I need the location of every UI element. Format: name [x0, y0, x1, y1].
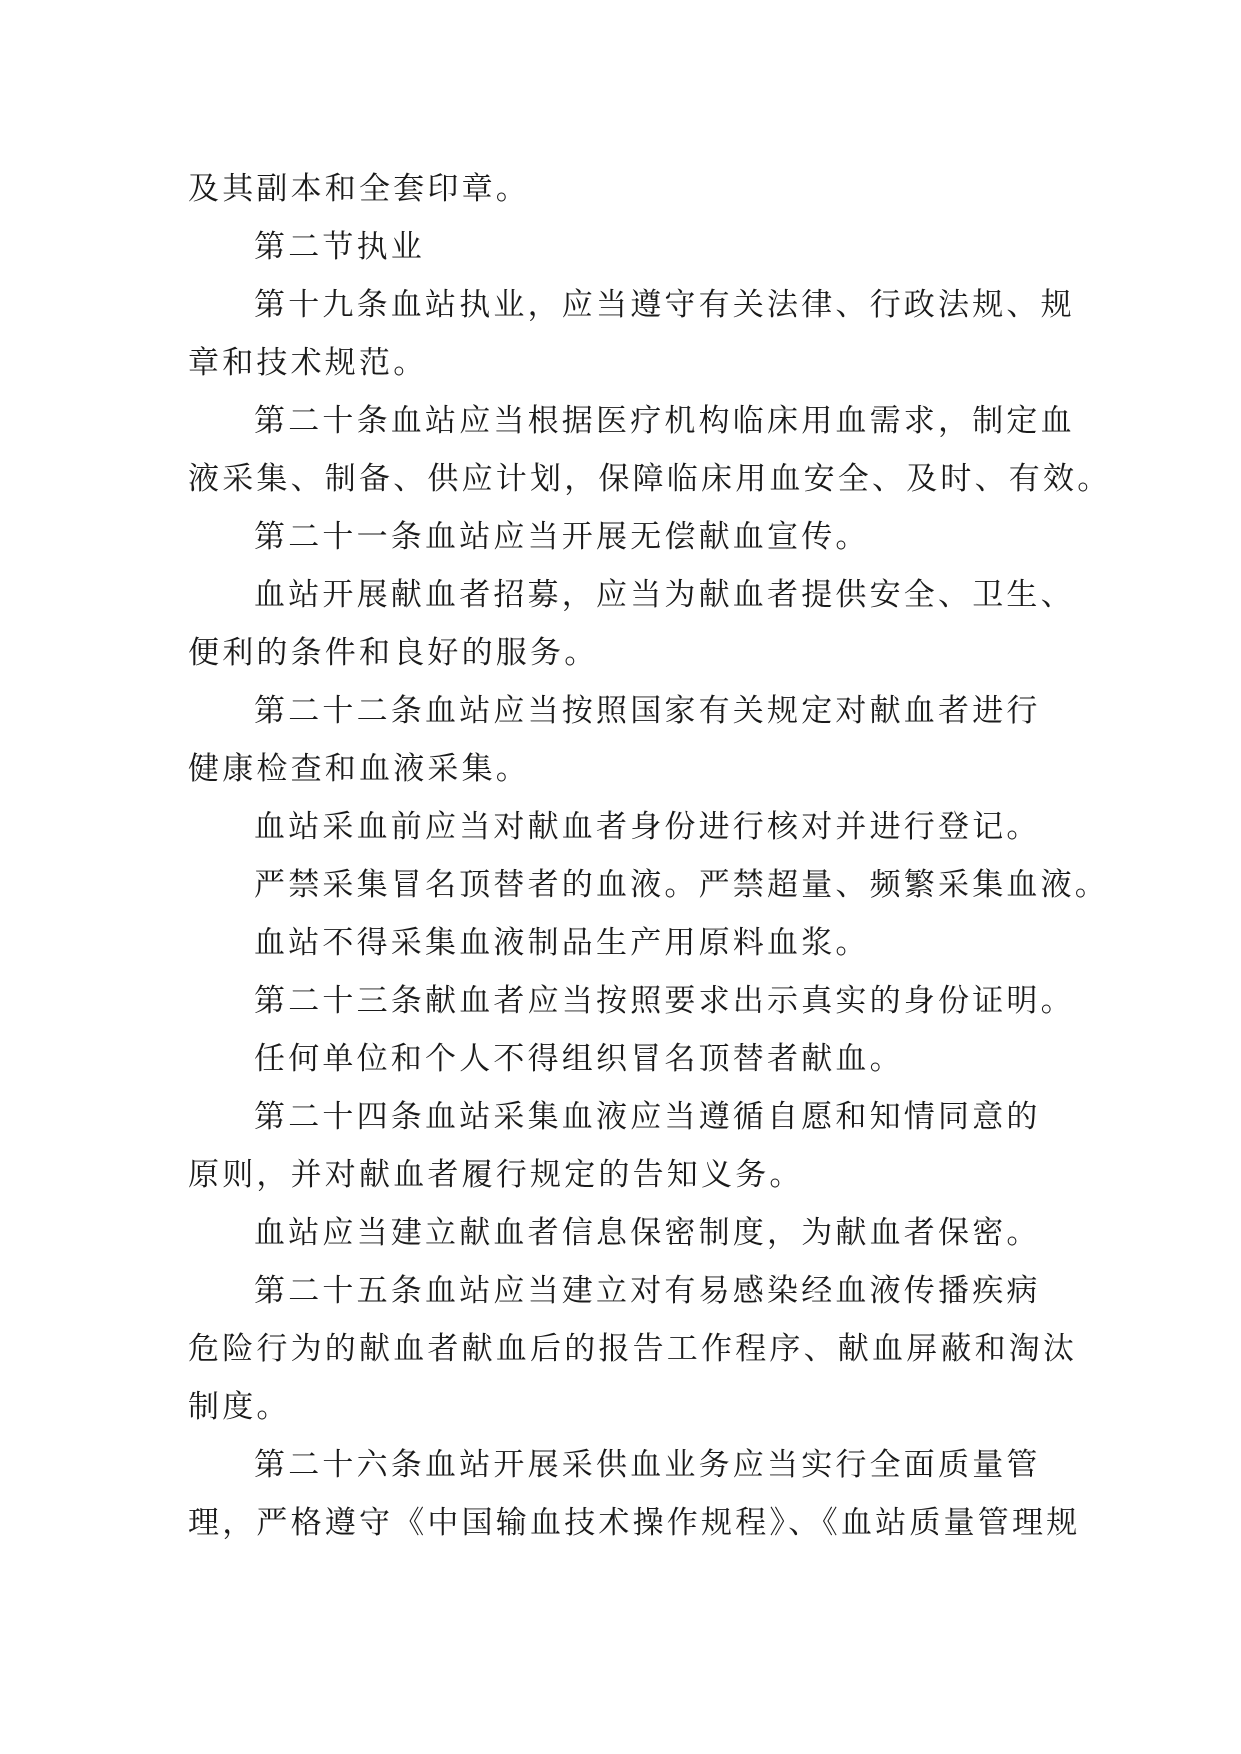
text-line: 制度。 [188, 1389, 291, 1425]
text-line: 理，严格遵守《中国输血技术操作规程》、《血站质量管理规 [188, 1505, 1081, 1541]
text-line: 血站不得采集血液制品生产用原料血浆。 [254, 925, 870, 961]
text-line: 血站开展献血者招募，应当为献血者提供安全、卫生、 [254, 577, 1075, 613]
text-line: 第十九条血站执业，应当遵守有关法律、行政法规、规 [254, 287, 1075, 323]
text-line: 第二十六条血站开展采供血业务应当实行全面质量管 [254, 1447, 1041, 1483]
text-line: 血站应当建立献血者信息保密制度，为献血者保密。 [254, 1215, 1041, 1251]
text-line: 第二十五条血站应当建立对有易感染经血液传播疾病 [254, 1273, 1041, 1309]
text-line: 血站采血前应当对献血者身份进行核对并进行登记。 [254, 809, 1041, 845]
document-body [188, 160, 1112, 1552]
text-line: 严禁采集冒名顶替者的血液。严禁超量、频繁采集血液。 [254, 867, 1109, 903]
text-line: 第二十三条献血者应当按照要求出示真实的身份证明。 [254, 983, 1075, 1019]
text-line: 任何单位和个人不得组织冒名顶替者献血。 [254, 1041, 904, 1077]
text-line: 及其副本和全套印章。 [188, 171, 530, 207]
text-line: 第二十四条血站采集血液应当遵循自愿和知情同意的 [254, 1099, 1041, 1135]
text-line: 原则，并对献血者履行规定的告知义务。 [188, 1157, 804, 1193]
text-line: 便利的条件和良好的服务。 [188, 635, 599, 671]
text-line: 第二节执业 [254, 229, 425, 265]
text-line: 第二十条血站应当根据医疗机构临床用血需求，制定血 [254, 403, 1075, 439]
text-line: 液采集、制备、供应计划，保障临床用血安全、及时、有效。 [188, 461, 1112, 497]
text-line: 第二十二条血站应当按照国家有关规定对献血者进行 [254, 693, 1041, 729]
text-line: 危险行为的献血者献血后的报告工作程序、献血屏蔽和淘汰 [188, 1331, 1078, 1367]
text-line: 章和技术规范。 [188, 345, 428, 381]
text-line: 第二十一条血站应当开展无偿献血宣传。 [254, 519, 870, 555]
text-line: 健康检查和血液采集。 [188, 751, 530, 787]
